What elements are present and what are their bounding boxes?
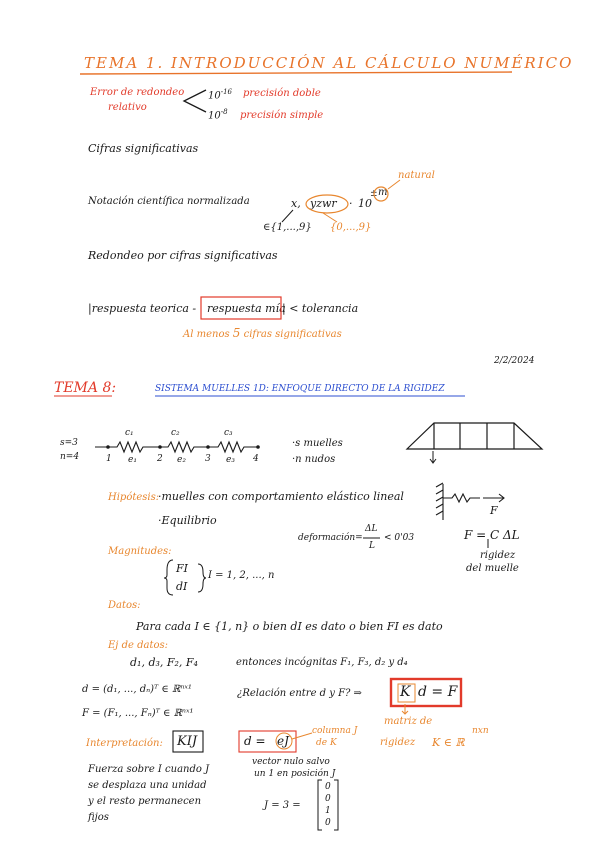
magnitude-F: FI (176, 562, 188, 575)
natural-note: natural (398, 170, 435, 181)
d-eq: d = (244, 734, 266, 748)
stiffness-note-2: del muelle (466, 563, 519, 574)
s-eq: s=3 (60, 438, 78, 448)
vector-note-1: vector nulo salvo (252, 757, 330, 767)
K-IJ-box (173, 731, 203, 752)
double-precision-label: precisión doble (243, 88, 321, 99)
power-simple-exp: -8 (220, 108, 228, 116)
column-note-2: de K (316, 738, 337, 748)
magnitude-d: dI (176, 580, 188, 593)
element-label-e3: e₃ (226, 455, 235, 465)
deformation-label: deformación= (298, 533, 363, 543)
J-eq: J = 3 = (264, 800, 301, 811)
vector-entry-4: 0 (325, 818, 331, 828)
sci-exp-sign: ± (370, 189, 378, 199)
datos-text: Para cada I ∈ {1, n} o bien dI es dato o bien FI es dato (136, 620, 443, 633)
sci-mantissa: yzwr (310, 197, 337, 210)
sci-exp: m (378, 187, 388, 198)
spring-system (95, 442, 258, 452)
magnitude-range: I = 1, 2, ..., n (208, 570, 275, 581)
deformation-den: L (369, 541, 375, 551)
relation-question: ¿Relación entre d y F? ⇒ (237, 688, 362, 699)
formula-note-a: Al menos (183, 329, 230, 340)
power-simple-base: 10 (208, 110, 221, 122)
eJ-circle (276, 733, 292, 749)
vector-entry-2: 0 (325, 794, 331, 804)
error-label-1: Error de redondeo (90, 87, 185, 98)
simple-precision-label: precisión simple (240, 110, 324, 121)
rounding-heading: Redondeo por cifras significativas (88, 249, 278, 262)
force-desc-4: fijos (88, 812, 109, 823)
example-label: Ej de datos: (108, 640, 168, 651)
tema8-subtitle: SISTEMA MUELLES 1D: ENFOQUE DIRECTO DE LA RIGIDEZ (155, 384, 445, 394)
matrix-note-3: K ∈ ℝ (432, 736, 465, 749)
truss-arrow (430, 451, 436, 463)
matrix-note-1: matriz de (384, 716, 433, 727)
wall-spring (436, 483, 504, 520)
force-desc-3: y el resto permanecen (88, 796, 202, 807)
node-1 (106, 445, 110, 449)
formula-right: | < tolerancia (282, 302, 359, 315)
title-underline (80, 72, 512, 74)
date: 2/2/2024 (494, 356, 535, 366)
spring-label-c1: c₁ (125, 428, 134, 438)
precision-bracket (184, 90, 206, 112)
s-desc: ·s muelles (292, 438, 343, 449)
matrix-note-2: rigidez (380, 737, 416, 748)
x-range-line (282, 210, 293, 222)
node-2 (158, 445, 162, 449)
y-range-line (323, 213, 337, 222)
exponent-circle (374, 187, 388, 201)
magnitudes-label: Magnitudes: (108, 546, 172, 557)
force-desc-2: se desplaza una unidad (88, 780, 207, 791)
spring-label-c3: c₃ (224, 428, 233, 438)
vector-bracket-left (318, 780, 322, 830)
column-note-arrow (292, 733, 312, 739)
deformation-num: ΔL (365, 524, 378, 534)
formula-left: |respuesta teorica - (88, 302, 197, 315)
spring-label-c2: c₂ (171, 428, 180, 438)
x-range: ∈{1,...,9} (263, 222, 312, 233)
column-note-1: columna J (312, 726, 358, 736)
formula-note-b: cifras significativas (243, 329, 342, 340)
element-label-e2: e₂ (177, 455, 186, 465)
element-label-e1: e₁ (128, 455, 137, 465)
error-label-2: relativo (108, 102, 147, 113)
node-3 (206, 445, 210, 449)
power-double-base: 10 (208, 90, 221, 102)
F-vector: F = (F₁, ..., Fₙ)ᵀ ∈ ℝⁿˣ¹ (82, 708, 194, 719)
formula-box (201, 297, 281, 319)
K-box (398, 684, 415, 702)
magnitudes-brace-right (198, 564, 206, 592)
sci-notation-heading: Notación científica normalizada (88, 196, 250, 207)
mantissa-circle (306, 195, 348, 213)
formula-box-text: respuesta mía (207, 302, 286, 315)
sci-base: 10 (358, 197, 372, 210)
y-range: {0,...,9} (330, 222, 372, 233)
hypothesis-2: ·Equilibrio (158, 514, 217, 527)
datos-label: Datos: (108, 600, 141, 611)
sci-dot: · (349, 197, 353, 210)
n-desc: ·n nudos (292, 454, 336, 465)
force-label: F (490, 504, 498, 517)
matrix-note-exp: nxn (472, 726, 489, 736)
relation-K: K (400, 684, 411, 700)
hypothesis-label: Hipótesis: (108, 492, 160, 503)
K-IJ: KIJ (177, 734, 198, 749)
sig-figs-heading: Cifras significativas (88, 142, 199, 155)
vector-bracket-right (334, 780, 338, 830)
n-eq: n=4 (60, 452, 80, 462)
truss-diagram (407, 423, 542, 449)
vector-entry-1: 0 (325, 782, 331, 792)
natural-arrow (388, 180, 400, 189)
force-desc-1: Fuerza sobre I cuando J (88, 764, 210, 775)
page-title: TEMA 1. INTRODUCCIÓN AL CÁLCULO NUMÉRICO (84, 54, 574, 72)
stiffness-note-1: rigidez (480, 550, 516, 561)
deformation-bound: < 0'03 (384, 533, 415, 543)
relation-rest: d = F (418, 684, 458, 700)
sci-x: x, (291, 197, 301, 210)
node-4 (256, 445, 260, 449)
force-formula: F = C ΔL (464, 528, 520, 542)
tema8-label: TEMA 8: (54, 380, 117, 396)
node-label-4: 4 (253, 454, 259, 464)
power-double-exp: -16 (220, 88, 233, 96)
example-unknowns: entonces incógnitas F₁, F₃, d₂ y d₄ (236, 657, 408, 668)
d-vector: d = (d₁, ..., dₙ)ᵀ ∈ ℝⁿˣ¹ (82, 684, 192, 695)
example-data: d₁, d₃, F₂, F₄ (130, 656, 198, 669)
e-J: eJ (277, 734, 289, 748)
node-label-1: 1 (106, 454, 112, 464)
vector-note-2: un 1 en posición J (254, 769, 336, 779)
vector-entry-3: 1 (325, 806, 331, 816)
magnitudes-brace (164, 560, 173, 595)
node-label-3: 3 (205, 454, 211, 464)
formula-note-num: 5 (232, 326, 241, 340)
hypothesis-1: ·muelles con comportamiento elástico lineal (158, 490, 404, 503)
node-label-2: 2 (157, 454, 163, 464)
interpretation-label: Interpretación: (86, 738, 163, 749)
